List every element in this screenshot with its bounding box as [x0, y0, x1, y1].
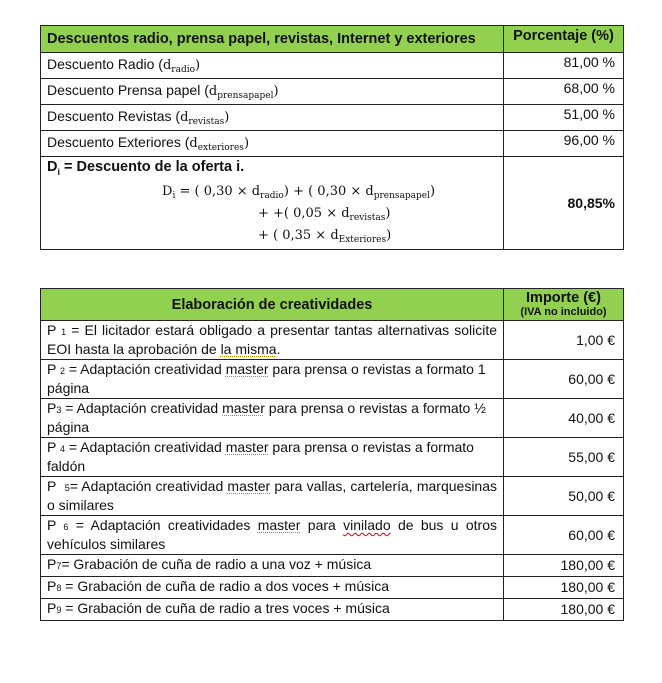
creative-row-p2 [41, 360, 624, 399]
creative-description: P 5= Adaptación creatividad master para vallas, cartelería, marquesinas o similares [41, 477, 504, 516]
creative-description: P 2 = Adaptación creatividad master para prensa o revistas a formato 1 página [41, 360, 504, 399]
creative-price: 180,00 € [504, 577, 624, 599]
discounts-table [40, 25, 624, 250]
creative-price: 60,00 € [504, 516, 624, 555]
discounts-header-row [41, 26, 624, 53]
creative-description: P3 = Adaptación creatividad master para prensa o revistas a formato ½ página [41, 399, 504, 438]
formula-result: 80,85% [504, 157, 624, 250]
creative-row-p9 [41, 599, 624, 621]
creative-description: P 1 = El licitador estará obligado a presentar tantas alternativas solicite EOI hasta la aprobación de la misma. [41, 321, 504, 360]
grammar-flag: master [225, 439, 269, 455]
creative-price: 40,00 € [504, 399, 624, 438]
creatives-table [40, 288, 624, 621]
discount-row-revistas [41, 105, 624, 131]
creative-row-p7 [41, 555, 624, 577]
creatives-header-amount [504, 289, 624, 321]
creative-description: P 4 = Adaptación creatividad master para prensa o revistas a formato faldón [41, 438, 504, 477]
creative-row-p6 [41, 516, 624, 555]
discount-value: 68,00 % [504, 79, 624, 105]
discount-row-exteriores [41, 131, 624, 157]
formula-cell [41, 157, 504, 250]
amount-label: Importe (€) [526, 289, 601, 306]
discount-value: 81,00 % [504, 53, 624, 79]
creative-description: P 6 = Adaptación creatividades master para vinilado de bus u otros vehículos similares [41, 516, 504, 555]
creatives-header-concept: Elaboración de creatividades [41, 289, 504, 321]
grammar-flag: master [227, 478, 271, 494]
creative-price: 60,00 € [504, 360, 624, 399]
creative-row-p5 [41, 477, 624, 516]
creative-row-p1 [41, 321, 624, 360]
creative-price: 180,00 € [504, 555, 624, 577]
formula-line-2: + +( $0,05 \times d_{revistas}$) [258, 205, 391, 223]
creative-description: P8 = Grabación de cuña de radio a dos voces + música [41, 577, 504, 599]
discount-label: Descuento Prensa papel $(d_{prensapapel})$ [41, 79, 504, 105]
creative-description: P9 = Grabación de cuña de radio a tres voces + música [41, 599, 504, 621]
grammar-flag: master [257, 517, 301, 533]
formula-row [41, 157, 624, 250]
creative-price: 50,00 € [504, 477, 624, 516]
discount-value: 96,00 % [504, 131, 624, 157]
grammar-flag: la misma [220, 341, 277, 357]
vat-note: (IVA no incluido) [520, 305, 607, 318]
discount-label: Descuento Exteriores $(d_{exteriores})$ [41, 131, 504, 157]
creative-price: 1,00 € [504, 321, 624, 360]
spelling-flag: vinilado [343, 517, 391, 533]
creative-price: 180,00 € [504, 599, 624, 621]
creative-row-p4 [41, 438, 624, 477]
formula-expression [47, 183, 497, 249]
discount-label: Descuento Revistas $(d_{revistas})$ [41, 105, 504, 131]
formula-line-3: + ( $0,35 \times d_{Exteriores}$) [258, 227, 392, 245]
grammar-flag: master [225, 361, 269, 377]
discount-row-radio [41, 53, 624, 79]
creatives-header-row [41, 289, 624, 321]
formula-line-1: $D_i$ = ( $0,30 \times d_{radio}$) + ( $0,30 \times d_{prensapapel}$) [162, 183, 436, 201]
discount-row-prensa-papel [41, 79, 624, 105]
discount-label: Descuento Radio $(d_{radio})$ [41, 53, 504, 79]
discounts-header-percentage: Porcentaje (%) [504, 26, 624, 53]
creative-price: 55,00 € [504, 438, 624, 477]
discount-value: 51,00 % [504, 105, 624, 131]
creative-row-p3 [41, 399, 624, 438]
discounts-header-concept: Descuentos radio, prensa papel, revistas, Internet y exteriores [41, 26, 504, 53]
grammar-flag: master [222, 400, 265, 416]
creative-row-p8 [41, 577, 624, 599]
formula-title: $D_i$ = Descuento de la oferta i. [47, 159, 245, 177]
creative-description: P7= Grabación de cuña de radio a una voz + música [41, 555, 504, 577]
